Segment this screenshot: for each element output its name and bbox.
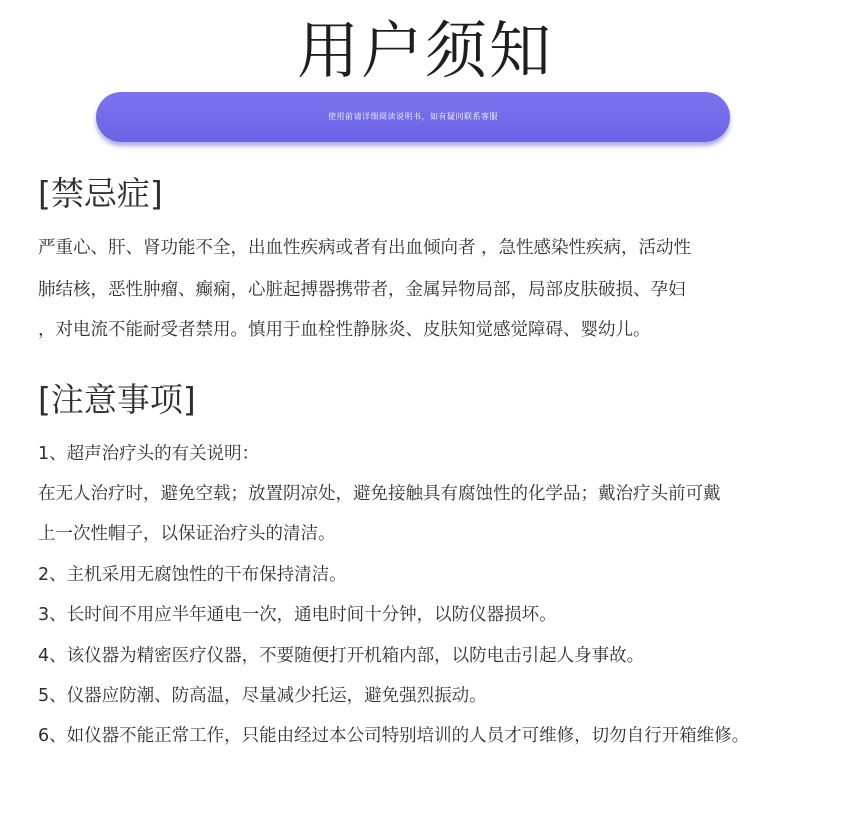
- precautions-line-8: 6、如仪器不能正常工作，只能由经过本公司特别培训的人员才可维修，切勿自行开箱维修。: [38, 726, 750, 746]
- precautions-line-1: 1、超声治疗头的有关说明：: [38, 444, 260, 464]
- page-title: 用户须知: [296, 14, 553, 87]
- precautions-line-3: 上一次性帽子，以保证治疗头的清洁。: [38, 524, 336, 544]
- notice-banner: [96, 92, 730, 142]
- precautions-line-4: 2、主机采用无腐蚀性的干布保持清洁。: [38, 565, 347, 585]
- precautions-line-6: 4、该仪器为精密医疗仪器，不要随便打开机箱内部，以防电击引起人身事故。: [38, 646, 645, 666]
- precautions-line-2: 在无人治疗时，避免空载；放置阴凉处，避免接触具有腐蚀性的化学品；戴治疗头前可戴: [38, 484, 721, 504]
- precautions-line-5: 3、长时间不用应半年通电一次，通电时间十分钟，以防仪器损坏。: [38, 605, 557, 625]
- contraindications-heading: [禁忌症]: [38, 174, 163, 213]
- precautions-heading: [注意事项]: [38, 380, 196, 419]
- banner-text: 使用前请详细阅读说明书，如有疑问联系客服: [328, 112, 498, 121]
- contraindications-line-3: ，对电流不能耐受者禁用。慎用于血栓性静脉炎、皮肤知觉感觉障碍、婴幼儿。: [38, 320, 651, 340]
- contraindications-line-2: 肺结核，恶性肿瘤、癫痫，心脏起搏器携带者，金属异物局部，局部皮肤破损、孕妇: [38, 280, 686, 300]
- contraindications-line-1: 严重心、肝、肾功能不全，出血性疾病或者有出血倾向者 ，急性感染性疾病，活动性: [38, 238, 692, 258]
- precautions-line-7: 5、仪器应防潮、防高温，尽量减少托运，避免强烈振动。: [38, 686, 487, 706]
